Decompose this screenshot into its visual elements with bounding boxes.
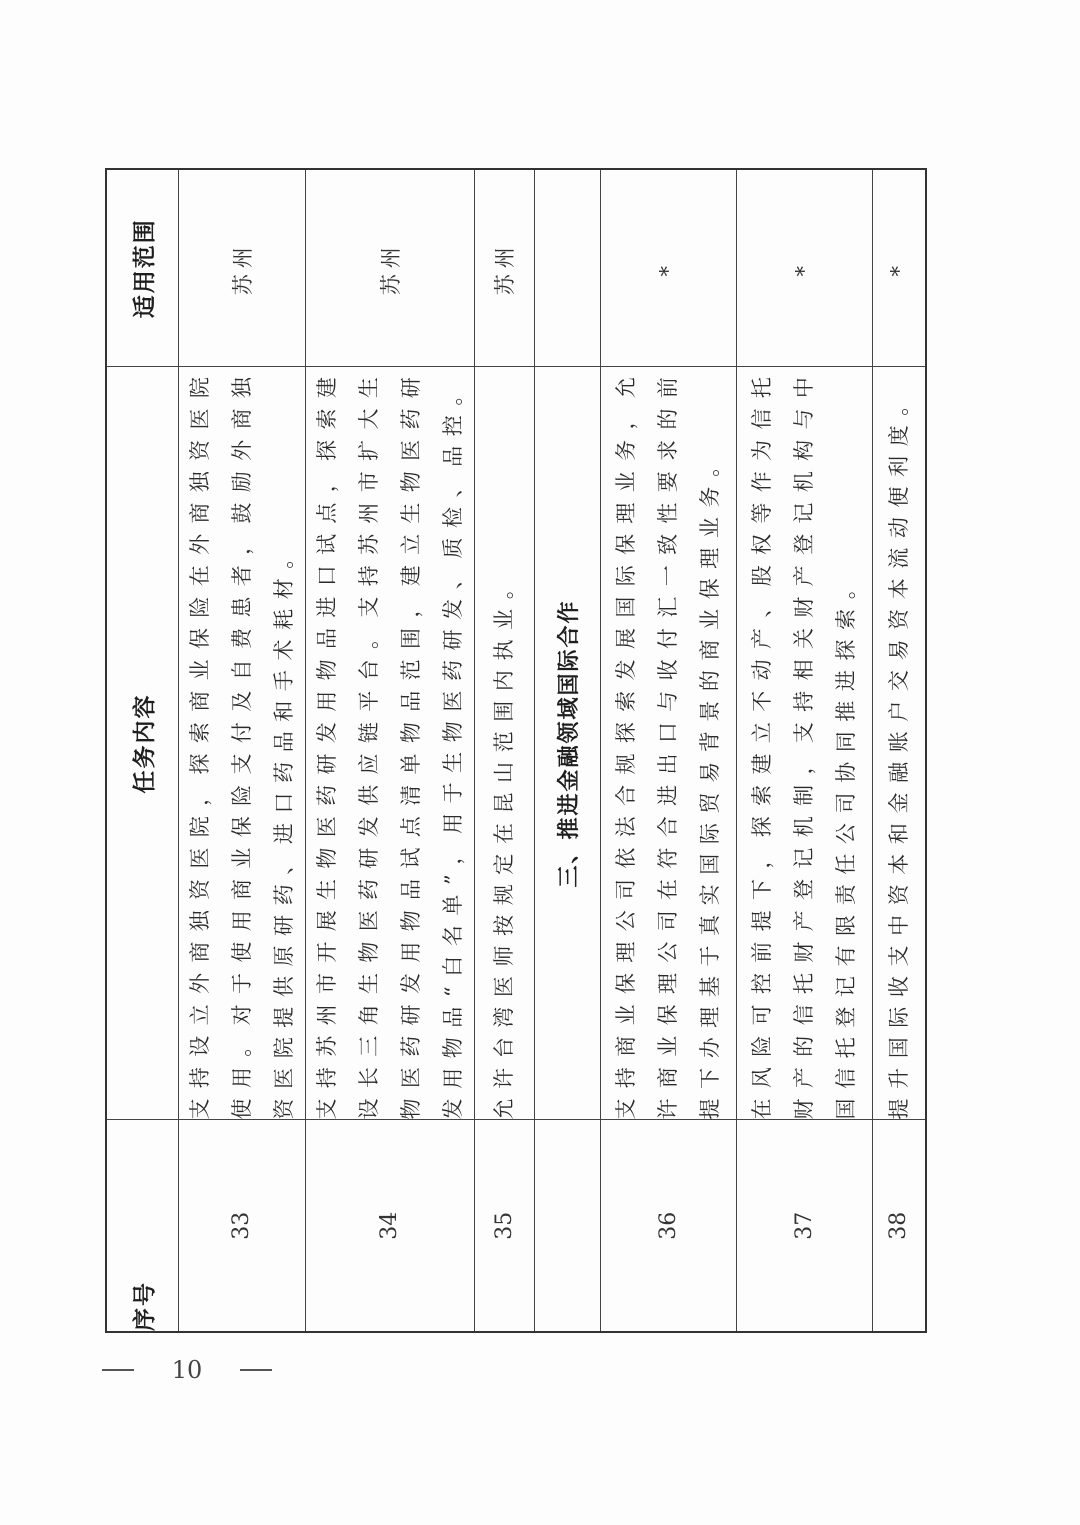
row-number: 36: [600, 1120, 736, 1332]
page-number: [102, 1353, 272, 1387]
table-row: [178, 169, 305, 1332]
section-empty-cell: [534, 1120, 600, 1332]
row-number: 33: [178, 1120, 305, 1332]
row-number: 38: [872, 1120, 926, 1332]
page-number-value: 10: [171, 1356, 203, 1384]
row-content: 允许台湾医师按规定在昆山范围内执业。: [474, 367, 534, 1120]
row-scope: *: [872, 169, 926, 367]
row-scope: 苏州: [305, 169, 474, 367]
section-empty-cell: [534, 169, 600, 367]
task-table: [105, 168, 927, 1333]
row-content: 支持设立外商独资医院，探索商业保险在外商独资医院使用。对于使用商业保险支付及自费患者，鼓励外商独资医院提供原研药、进口药品和手术耗材。: [178, 367, 305, 1120]
row-number: 37: [736, 1120, 872, 1332]
row-content: 支持苏州市开展生物医药研发用物品进口试点，探索建设长三角生物医药研发供应链平台。支持苏州市扩大生物医药研发用物品试点清单物品范围，建立生物医药研发用物品“白名单”，用于生物医药研发、质检、品控。: [305, 367, 474, 1120]
row-scope: *: [600, 169, 736, 367]
row-content: 支持商业保理公司依法合规探索发展国际保理业务，允许商业保理公司在符合进出口与收付汇一致性要求的前提下办理基于真实国际贸易背景的商业保理业务。: [600, 367, 736, 1120]
row-content: 在风险可控前提下，探索建立不动产、股权等作为信托财产的信托财产登记机制，支持相关财产登记机构与中国信托登记有限责任公司协同推进探索。: [736, 367, 872, 1120]
rotated-table-area: [105, 170, 912, 1333]
row-number: 34: [305, 1120, 474, 1332]
table-row: [305, 169, 474, 1332]
row-content: 提升国际收支中资本和金融账户交易资本流动便利度。: [872, 367, 926, 1120]
page-number-dash-left: [102, 1369, 134, 1371]
row-number: 35: [474, 1120, 534, 1332]
row-scope: 苏州: [178, 169, 305, 367]
section-title: 三、推进金融领域国际合作: [534, 367, 600, 1120]
table-row: [600, 169, 736, 1332]
header-content: 任务内容: [106, 367, 178, 1120]
page-number-dash-right: [240, 1369, 272, 1371]
header-number: 序号: [106, 1120, 178, 1332]
header-scope: 适用范围: [106, 169, 178, 367]
row-scope: 苏州: [474, 169, 534, 367]
row-scope: *: [736, 169, 872, 367]
table-row: [474, 169, 534, 1332]
table-row: [736, 169, 872, 1332]
table-header-row: [106, 169, 178, 1332]
table-row: [872, 169, 926, 1332]
section-heading-row: [534, 169, 600, 1332]
